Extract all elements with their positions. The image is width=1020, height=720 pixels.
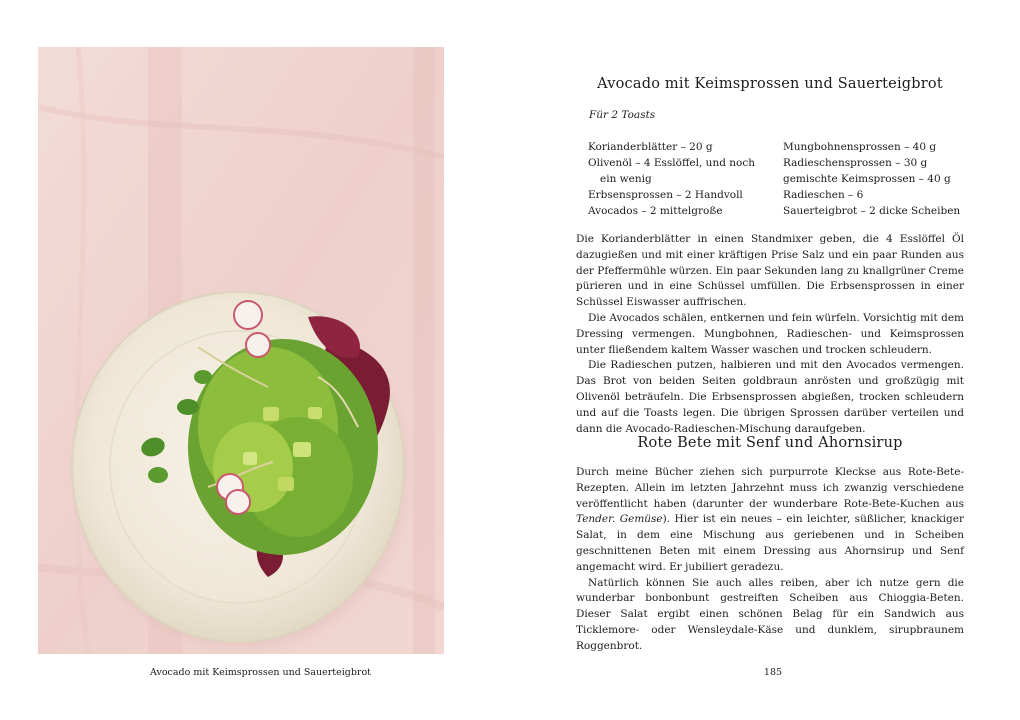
right-page [510, 0, 1020, 720]
intro-text: Durch meine Bücher ziehen sich purpurrote Kleckse aus Rote-Bete-Rezepten. Allein im letzten Jahrzehnt muss ich zwanzig verschiedene veröffentlicht haben (darunter der wunderbare Rote-Bete-Kuchen aus [576, 466, 964, 510]
page-number: 185 [763, 667, 783, 678]
method-paragraph: Die Avocados schälen, entkernen und fein würfeln. Vorsichtig mit dem Dressing vermengen. Mungbohnen, Radieschen- und Keimsprossen unter fließendem kaltem Wasser waschen und trocken schleudern. [576, 311, 964, 356]
ingredient-item: Erbsensprossen – 2 Handvoll [588, 189, 743, 201]
ingredient-item: Olivenöl – 4 Esslöffel, und noch [588, 157, 755, 169]
ingredient-item: Mungbohnensprossen – 40 g [783, 141, 937, 153]
intro-paragraph: Natürlich können Sie auch alles reiben, aber ich nutze gern die wunderbar bonbonbunt gestreiften Scheiben aus Chioggia-Beten. Dieser Salat ergibt einen schönen Belag für ein Sandwich aus Ticklemore- oder Wensleydale-Käse und dunklem, sirupbraunem Roggenbrot. [576, 576, 964, 652]
book-title: Tender. Gemüse [576, 513, 663, 526]
method-paragraph: Die Korianderblätter in einen Standmixer geben, die 4 Esslöffel Öl dazugießen und mit einer kräftigen Prise Salz und ein paar Runden aus der Pfeffermühle würzen. Ein paar Sekunden lang zu knallgrüner Creme pürieren und in eine Schüssel umfüllen. Die Erbsensprossen in einer Schüssel Eiswasser auffrischen. [576, 233, 964, 309]
salad-photo [38, 47, 444, 654]
method-paragraph: Die Radieschen putzen, halbieren und mit den Avocados vermengen. Das Brot von beiden Seiten goldbraun anrösten und großzügig mit Olivenöl beträufeln. Die Erbsensprossen abgießen, trocken schleudern und auf die Toasts legen. Die übrigen Sprossen darüber verteilen und dann die Avocado-Radieschen-Mischung daraufgeben. [576, 359, 964, 435]
recipe-title-2: Rote Bete mit Senf und Ahornsirup [637, 435, 903, 451]
photo-caption: Avocado mit Keimsprossen und Sauerteigbrot [150, 667, 372, 678]
ingredient-item: Sauerteigbrot – 2 dicke Scheiben [783, 205, 961, 217]
ingredient-item: Korianderblätter – 20 g [588, 141, 713, 153]
recipe-method [576, 232, 964, 437]
ingredient-item: Radieschensprossen – 30 g [783, 157, 928, 169]
recipe-yield: Für 2 Toasts [589, 109, 656, 121]
recipe-intro [576, 465, 964, 655]
intro-paragraph [576, 465, 964, 576]
ingredient-item: gemischte Keimsprossen – 40 g [783, 173, 951, 185]
ingredient-item: ein wenig [600, 173, 652, 185]
ingredient-item: Avocados – 2 mittelgroße [588, 205, 723, 217]
intro-text: ). Hier ist ein neues – ein leichter, süßlicher, knackiger Salat, in dem eine Mischung aus geriebenen und in Scheiben geschnittenen Beten mit einem Dressing aus Ahornsirup und Senf angemacht wird. Er jubiliert geradezu. [576, 513, 964, 573]
ingredient-list-left [588, 139, 768, 219]
ingredient-list-right [783, 139, 983, 219]
recipe-title: Avocado mit Keimsprossen und Sauerteigbrot [597, 76, 943, 92]
ingredient-item: Radieschen – 6 [783, 189, 864, 201]
